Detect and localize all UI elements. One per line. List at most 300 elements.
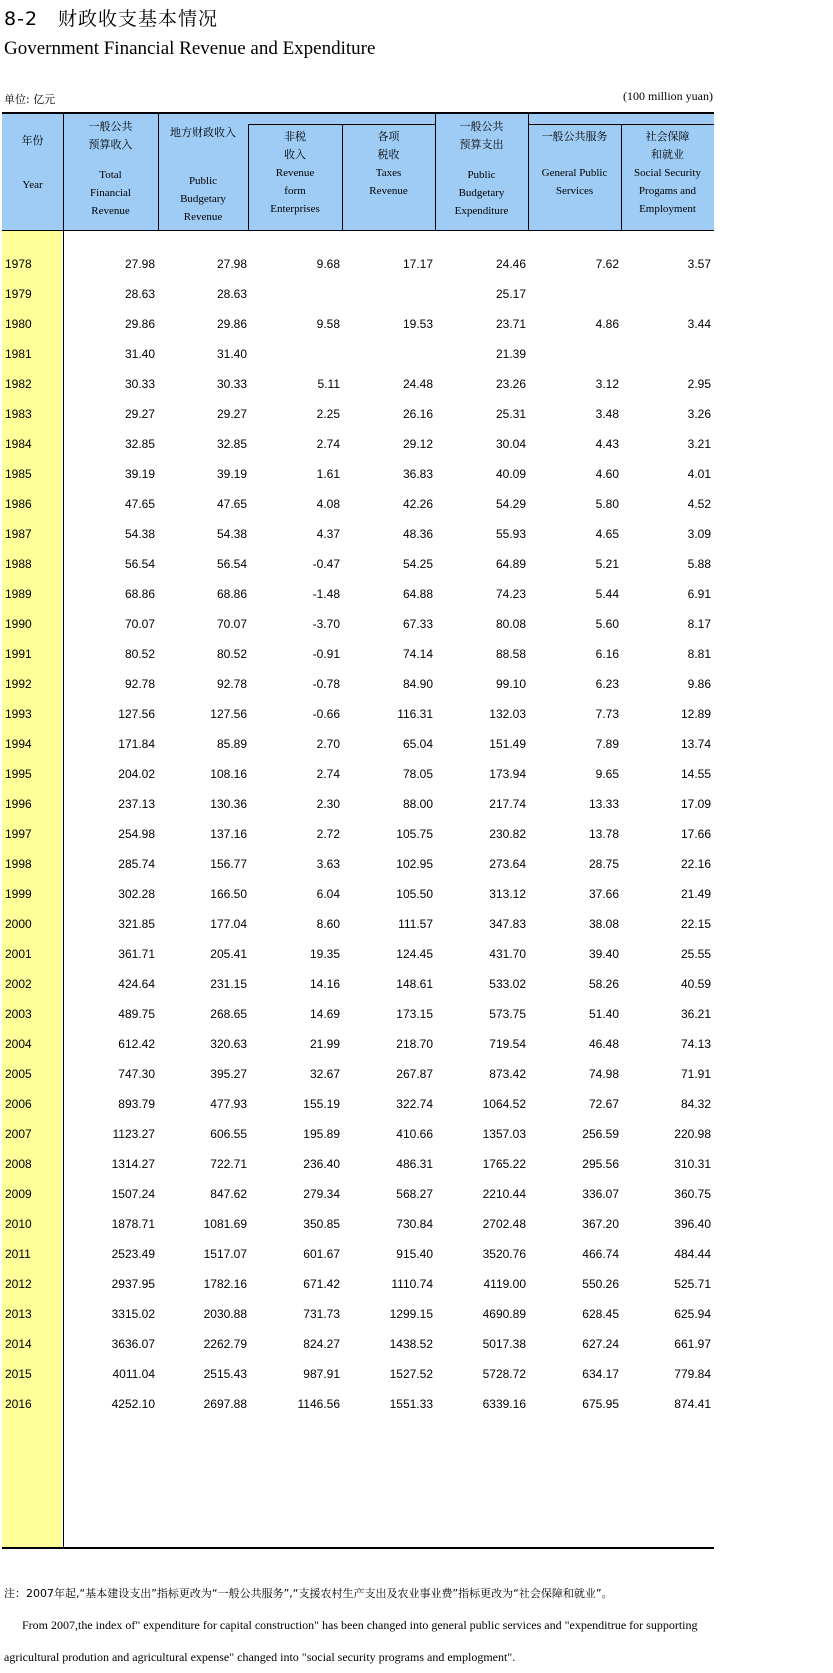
cell-value: 336.07 xyxy=(582,1187,619,1201)
cell-year: 1990 xyxy=(5,617,32,631)
cell-year: 2012 xyxy=(5,1277,32,1291)
cell-value: 1527.52 xyxy=(389,1367,433,1381)
cell-value: 347.83 xyxy=(489,917,526,931)
cell-value: 873.42 xyxy=(489,1067,526,1081)
cell-value: 5017.38 xyxy=(482,1337,526,1351)
cell-value: 661.97 xyxy=(674,1337,711,1351)
table-row xyxy=(2,374,714,396)
cell-year: 1987 xyxy=(5,527,32,541)
cell-value: 3.63 xyxy=(316,857,340,871)
cell-year: 1999 xyxy=(5,887,32,901)
header-local-revenue-en2: Budgetary xyxy=(180,193,226,205)
cell-value: 38.08 xyxy=(588,917,619,931)
cell-value: 2937.95 xyxy=(111,1277,155,1291)
data-table xyxy=(2,112,714,1548)
cell-value: 9.86 xyxy=(687,677,711,691)
cell-value: 273.64 xyxy=(489,857,526,871)
cell-year: 1983 xyxy=(5,407,32,421)
cell-value: 58.26 xyxy=(588,977,619,991)
cell-value: 893.79 xyxy=(118,1097,155,1111)
cell-value: 84.32 xyxy=(680,1097,711,1111)
cell-value: 236.40 xyxy=(303,1157,340,1171)
cell-value: 8.81 xyxy=(687,647,711,661)
table-row xyxy=(2,1334,714,1356)
header-taxes xyxy=(342,128,435,200)
cell-year: 2005 xyxy=(5,1067,32,1081)
cell-value: 847.62 xyxy=(210,1187,247,1201)
cell-value: 2515.43 xyxy=(203,1367,247,1381)
cell-value: 671.42 xyxy=(303,1277,340,1291)
cell-value: 80.08 xyxy=(495,617,526,631)
cell-year: 1979 xyxy=(5,287,32,301)
cell-value: 17.66 xyxy=(680,827,711,841)
table-row xyxy=(2,1124,714,1146)
table-row xyxy=(2,974,714,996)
cell-value: 874.41 xyxy=(674,1397,711,1411)
cell-value: 256.59 xyxy=(582,1127,619,1141)
cell-value: 1064.52 xyxy=(482,1097,526,1111)
header-year-zh: 年份 xyxy=(21,134,44,147)
cell-value: 25.31 xyxy=(495,407,526,421)
cell-value: 360.75 xyxy=(674,1187,711,1201)
header-local-revenue xyxy=(158,124,248,226)
cell-value: 477.93 xyxy=(210,1097,247,1111)
cell-value: 268.65 xyxy=(210,1007,247,1021)
cell-year: 1996 xyxy=(5,797,32,811)
cell-value: 27.98 xyxy=(124,257,155,271)
cell-year: 1980 xyxy=(5,317,32,331)
cell-value: 70.07 xyxy=(216,617,247,631)
cell-value: 204.02 xyxy=(118,767,155,781)
cell-value: 85.89 xyxy=(216,737,247,751)
cell-value: 5.44 xyxy=(595,587,619,601)
cell-value: 21.99 xyxy=(309,1037,340,1051)
cell-value: 627.24 xyxy=(582,1337,619,1351)
cell-value: 148.61 xyxy=(396,977,433,991)
cell-year: 1984 xyxy=(5,437,32,451)
cell-value: 30.33 xyxy=(124,377,155,391)
table-row xyxy=(2,764,714,786)
cell-value: 13.78 xyxy=(588,827,619,841)
cell-value: 14.55 xyxy=(680,767,711,781)
cell-value: 80.52 xyxy=(124,647,155,661)
cell-value: 525.71 xyxy=(674,1277,711,1291)
cell-value: 5728.72 xyxy=(482,1367,526,1381)
cell-value: 675.95 xyxy=(582,1397,619,1411)
table-row xyxy=(2,824,714,846)
table-row xyxy=(2,1274,714,1296)
cell-value: 29.27 xyxy=(124,407,155,421)
cell-year: 2006 xyxy=(5,1097,32,1111)
header-local-revenue-en3: Revenue xyxy=(183,211,223,223)
header-taxes-zh2: 税收 xyxy=(377,148,400,161)
cell-value: 5.88 xyxy=(687,557,711,571)
cell-value: 65.04 xyxy=(402,737,433,751)
cell-value: 4.37 xyxy=(316,527,340,541)
header-social-security-zh1: 社会保障 xyxy=(645,130,690,143)
cell-value: 2.25 xyxy=(316,407,340,421)
cell-value: 3520.76 xyxy=(482,1247,526,1261)
cell-value: 80.52 xyxy=(216,647,247,661)
cell-value: -0.47 xyxy=(312,557,340,571)
cell-value: 731.73 xyxy=(303,1307,340,1321)
cell-value: 779.84 xyxy=(674,1367,711,1381)
cell-value: 40.09 xyxy=(495,467,526,481)
cell-value: 78.05 xyxy=(402,767,433,781)
cell-year: 1992 xyxy=(5,677,32,691)
table-row xyxy=(2,944,714,966)
cell-value: 177.04 xyxy=(210,917,247,931)
cell-value: 2.95 xyxy=(687,377,711,391)
cell-value: 74.14 xyxy=(402,647,433,661)
table-row xyxy=(2,884,714,906)
cell-value: 36.21 xyxy=(680,1007,711,1021)
header-social-security xyxy=(621,128,714,218)
cell-value: 30.33 xyxy=(216,377,247,391)
cell-value: 230.82 xyxy=(489,827,526,841)
cell-value: 1123.27 xyxy=(112,1127,155,1141)
table-row xyxy=(2,1094,714,1116)
cell-value: 21.49 xyxy=(680,887,711,901)
cell-value: 295.56 xyxy=(582,1157,619,1171)
cell-value: 28.63 xyxy=(124,287,155,301)
cell-value: 4119.00 xyxy=(483,1277,526,1291)
cell-value: 68.86 xyxy=(124,587,155,601)
table-row xyxy=(2,584,714,606)
cell-year: 1995 xyxy=(5,767,32,781)
cell-value: 6339.16 xyxy=(482,1397,526,1411)
cell-value: 19.35 xyxy=(309,947,340,961)
cell-value: 21.39 xyxy=(495,347,526,361)
footnote-zh: 注：2007年起,“基本建设支出”指标更改为“一般公共服务”,“支援农村生产支出及农业事业费”指标更改为“社会保障和就业”。 xyxy=(4,1587,613,1600)
cell-value: 74.98 xyxy=(588,1067,619,1081)
cell-value: 40.59 xyxy=(680,977,711,991)
cell-value: 3.21 xyxy=(687,437,711,451)
table-row xyxy=(2,524,714,546)
cell-year: 1998 xyxy=(5,857,32,871)
cell-value: 166.50 xyxy=(210,887,247,901)
cell-value: 3.48 xyxy=(595,407,619,421)
cell-value: 4.43 xyxy=(595,437,619,451)
cell-value: 4.86 xyxy=(595,317,619,331)
header-year-en: Year xyxy=(22,179,43,191)
cell-value: 56.54 xyxy=(216,557,247,571)
cell-value: 2.30 xyxy=(316,797,340,811)
header-bottom-rule xyxy=(2,230,714,231)
cell-value: 1765.22 xyxy=(482,1157,526,1171)
cell-value: 70.07 xyxy=(124,617,155,631)
table-top-rule xyxy=(2,112,714,114)
cell-value: 217.74 xyxy=(489,797,526,811)
cell-value: 2.74 xyxy=(316,767,340,781)
table-row xyxy=(2,1034,714,1056)
cell-year: 2013 xyxy=(5,1307,32,1321)
cell-value: 25.55 xyxy=(680,947,711,961)
cell-year: 1997 xyxy=(5,827,32,841)
footnote-en-line1: From 2007,the index of" expenditure for capital construction" has been changed into general public services and "expenditrue for supporting xyxy=(22,1618,698,1632)
cell-value: 601.67 xyxy=(303,1247,340,1261)
cell-value: 37.66 xyxy=(588,887,619,901)
cell-year: 1986 xyxy=(5,497,32,511)
cell-value: 7.89 xyxy=(595,737,619,751)
cell-value: 3.26 xyxy=(687,407,711,421)
cell-value: 47.65 xyxy=(216,497,247,511)
header-nontax-zh2: 收入 xyxy=(284,148,306,161)
cell-value: 2262.79 xyxy=(203,1337,247,1351)
table-row xyxy=(2,644,714,666)
page-title-zh: 8-2 财政收支基本情况 xyxy=(4,8,219,30)
header-nontax-zh1: 非税 xyxy=(284,130,306,143)
cell-value: 72.67 xyxy=(588,1097,619,1111)
cell-value: 171.84 xyxy=(118,737,155,751)
unit-label-zh: 单位: 亿元 xyxy=(4,93,56,106)
cell-value: 67.33 xyxy=(402,617,433,631)
cell-value: 24.46 xyxy=(495,257,526,271)
cell-value: 395.27 xyxy=(210,1067,247,1081)
cell-value: 573.75 xyxy=(489,1007,526,1021)
header-total-revenue-en3: Revenue xyxy=(91,205,130,217)
cell-value: 64.88 xyxy=(402,587,433,601)
cell-value: 6.91 xyxy=(687,587,711,601)
cell-value: 137.16 xyxy=(210,827,247,841)
cell-value: 4.60 xyxy=(595,467,619,481)
cell-value: 5.80 xyxy=(595,497,619,511)
cell-value: 9.58 xyxy=(316,317,340,331)
cell-value: 29.12 xyxy=(402,437,433,451)
cell-value: 92.78 xyxy=(124,677,155,691)
cell-year: 2014 xyxy=(5,1337,32,1351)
header-social-security-en1: Social Security xyxy=(634,167,701,179)
cell-value: 285.74 xyxy=(118,857,155,871)
cell-value: 321.85 xyxy=(118,917,155,931)
table-row xyxy=(2,1394,714,1416)
cell-value: 116.31 xyxy=(397,707,433,721)
cell-value: 1878.71 xyxy=(111,1217,155,1231)
cell-value: 29.86 xyxy=(124,317,155,331)
cell-value: 7.73 xyxy=(595,707,619,721)
cell-value: 484.44 xyxy=(674,1247,711,1261)
cell-value: 4.08 xyxy=(316,497,340,511)
cell-value: 54.38 xyxy=(216,527,247,541)
cell-value: 23.26 xyxy=(495,377,526,391)
page-title-en: Government Financial Revenue and Expenditure xyxy=(4,38,376,59)
header-expenditure-zh1: 一般公共 xyxy=(459,120,504,133)
cell-value: 606.55 xyxy=(210,1127,247,1141)
cell-year: 2001 xyxy=(5,947,32,961)
cell-value: 46.48 xyxy=(588,1037,619,1051)
cell-value: 1517.07 xyxy=(203,1247,247,1261)
cell-value: 173.94 xyxy=(489,767,526,781)
cell-value: 14.16 xyxy=(309,977,340,991)
cell-value: 32.85 xyxy=(124,437,155,451)
cell-value: 3.44 xyxy=(687,317,711,331)
cell-year: 2008 xyxy=(5,1157,32,1171)
cell-value: 48.36 xyxy=(402,527,433,541)
cell-value: 88.58 xyxy=(495,647,526,661)
table-row xyxy=(2,1004,714,1026)
footnote-en-line2: agricultural prodution and agricultural expense" changed into "social security programs and emplogment". xyxy=(4,1650,516,1664)
cell-value: 64.89 xyxy=(495,557,526,571)
header-expenditure-en2: Budgetary xyxy=(458,187,505,199)
cell-value: 625.94 xyxy=(674,1307,711,1321)
cell-value: 322.74 xyxy=(396,1097,433,1111)
cell-value: 4.52 xyxy=(687,497,711,511)
cell-value: 220.98 xyxy=(674,1127,711,1141)
cell-value: 84.90 xyxy=(402,677,433,691)
header-total-revenue-en2: Financial xyxy=(90,187,131,199)
cell-value: 6.16 xyxy=(595,647,619,661)
cell-value: 719.54 xyxy=(489,1037,526,1051)
cell-value: 56.54 xyxy=(124,557,155,571)
cell-value: 111.57 xyxy=(398,917,433,931)
cell-value: 47.65 xyxy=(124,497,155,511)
table-row xyxy=(2,674,714,696)
header-taxes-en2: Revenue xyxy=(369,185,408,197)
header-social-security-en3: Employment xyxy=(639,203,696,215)
cell-value: 32.67 xyxy=(309,1067,340,1081)
table-row xyxy=(2,794,714,816)
cell-value: 722.71 xyxy=(210,1157,247,1171)
cell-value: -3.70 xyxy=(312,617,340,631)
header-year xyxy=(2,132,63,194)
header-nontax xyxy=(248,128,342,218)
cell-value: 205.41 xyxy=(210,947,247,961)
table-bottom-rule xyxy=(2,1547,714,1549)
cell-value: 824.27 xyxy=(303,1337,340,1351)
cell-value: 431.70 xyxy=(489,947,526,961)
cell-value: 4252.10 xyxy=(111,1397,155,1411)
header-general-services-zh: 一般公共服务 xyxy=(541,130,608,143)
cell-year: 2002 xyxy=(5,977,32,991)
header-general-services-en2: Services xyxy=(555,185,594,197)
cell-value: 39.40 xyxy=(588,947,619,961)
cell-value: 5.60 xyxy=(595,617,619,631)
cell-value: 489.75 xyxy=(118,1007,155,1021)
table-row xyxy=(2,854,714,876)
cell-value: 313.12 xyxy=(489,887,526,901)
cell-value: -0.78 xyxy=(312,677,340,691)
cell-value: 568.27 xyxy=(396,1187,433,1201)
cell-value: 2697.88 xyxy=(203,1397,247,1411)
cell-value: 74.23 xyxy=(495,587,526,601)
cell-value: 1314.27 xyxy=(111,1157,155,1171)
cell-value: 4690.89 xyxy=(482,1307,526,1321)
cell-value: 42.26 xyxy=(402,497,433,511)
cell-value: 2.70 xyxy=(316,737,340,751)
cell-value: -1.48 xyxy=(312,587,340,601)
cell-year: 2015 xyxy=(5,1367,32,1381)
cell-value: 74.13 xyxy=(680,1037,711,1051)
cell-value: 2.72 xyxy=(316,827,340,841)
cell-value: 92.78 xyxy=(216,677,247,691)
header-total-revenue-en1: Total xyxy=(99,169,122,181)
table-row xyxy=(2,464,714,486)
cell-value: 25.17 xyxy=(495,287,526,301)
cell-year: 1978 xyxy=(5,257,32,271)
table-row xyxy=(2,314,714,336)
cell-value: 8.60 xyxy=(316,917,340,931)
cell-value: 4.65 xyxy=(595,527,619,541)
header-nontax-en3: Enterprises xyxy=(270,203,320,215)
cell-year: 2011 xyxy=(5,1247,31,1261)
cell-year: 2007 xyxy=(5,1127,32,1141)
cell-value: 26.16 xyxy=(402,407,433,421)
header-taxes-en1: Taxes xyxy=(375,167,402,179)
cell-value: 2030.88 xyxy=(203,1307,247,1321)
cell-value: 310.31 xyxy=(674,1157,711,1171)
cell-value: 987.91 xyxy=(303,1367,340,1381)
cell-year: 1981 xyxy=(5,347,32,361)
cell-value: 1.61 xyxy=(316,467,340,481)
table-row xyxy=(2,284,714,306)
cell-year: 1994 xyxy=(5,737,32,751)
cell-value: 108.16 xyxy=(210,767,247,781)
cell-value: 3315.02 xyxy=(111,1307,155,1321)
cell-value: 254.98 xyxy=(118,827,155,841)
cell-value: 6.23 xyxy=(595,677,619,691)
cell-value: 105.50 xyxy=(396,887,433,901)
cell-value: 1146.56 xyxy=(297,1397,340,1411)
cell-value: 1507.24 xyxy=(111,1187,155,1201)
cell-value: 22.15 xyxy=(680,917,711,931)
cell-value: 634.17 xyxy=(582,1367,619,1381)
cell-value: 3636.07 xyxy=(111,1337,155,1351)
unit-label-en: (100 million yuan) xyxy=(623,89,713,103)
cell-value: 71.91 xyxy=(680,1067,711,1081)
cell-value: 132.03 xyxy=(489,707,526,721)
header-expenditure-en3: Expenditure xyxy=(454,205,509,217)
cell-value: 1357.03 xyxy=(482,1127,526,1141)
cell-value: 54.25 xyxy=(402,557,433,571)
cell-value: 13.74 xyxy=(680,737,711,751)
cell-value: 155.19 xyxy=(303,1097,340,1111)
table-row xyxy=(2,1184,714,1206)
cell-value: 31.40 xyxy=(124,347,155,361)
cell-value: 39.19 xyxy=(124,467,155,481)
cell-value: 218.70 xyxy=(396,1037,433,1051)
cell-value: 4011.04 xyxy=(112,1367,155,1381)
header-local-revenue-en1: Public xyxy=(188,175,218,187)
cell-value: 628.45 xyxy=(582,1307,619,1321)
cell-value: 612.42 xyxy=(118,1037,155,1051)
table-row xyxy=(2,554,714,576)
header-taxes-zh1: 各项 xyxy=(377,130,400,143)
cell-value: 36.83 xyxy=(402,467,433,481)
cell-value: 51.40 xyxy=(588,1007,619,1021)
header-total-revenue xyxy=(63,118,158,220)
cell-value: 267.87 xyxy=(396,1067,433,1081)
cell-value: 3.57 xyxy=(687,257,711,271)
header-total-revenue-zh1: 一般公共 xyxy=(88,120,133,133)
header-subrule xyxy=(248,124,436,125)
cell-value: -0.66 xyxy=(312,707,340,721)
cell-value: 54.38 xyxy=(124,527,155,541)
cell-value: 747.30 xyxy=(118,1067,155,1081)
header-expenditure xyxy=(435,118,528,220)
cell-year: 2016 xyxy=(5,1397,32,1411)
table-row xyxy=(2,1064,714,1086)
cell-value: 31.40 xyxy=(216,347,247,361)
cell-value: 410.66 xyxy=(396,1127,433,1141)
header-social-security-zh2: 和就业 xyxy=(651,148,684,161)
cell-value: 29.27 xyxy=(216,407,247,421)
cell-year: 1993 xyxy=(5,707,32,721)
cell-value: 9.68 xyxy=(316,257,340,271)
cell-value: 396.40 xyxy=(674,1217,711,1231)
cell-year: 2004 xyxy=(5,1037,32,1051)
cell-value: 730.84 xyxy=(396,1217,433,1231)
cell-value: 302.28 xyxy=(118,887,155,901)
